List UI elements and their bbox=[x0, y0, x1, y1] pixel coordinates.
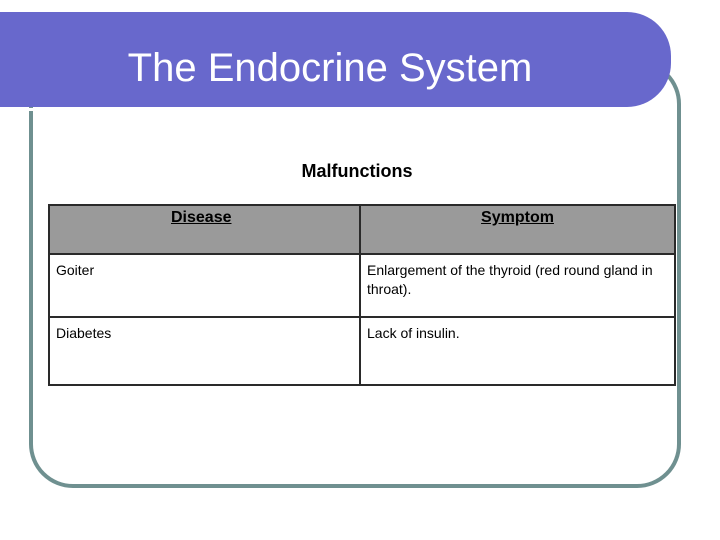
title-banner bbox=[0, 12, 671, 107]
column-header-symptom: Symptom bbox=[360, 205, 675, 254]
table-row bbox=[49, 254, 675, 317]
disease-cell: Goiter bbox=[49, 254, 360, 317]
symptom-cell: Lack of insulin. bbox=[360, 317, 675, 385]
table-caption: Malfunctions bbox=[301, 161, 413, 181]
slide-title: The Endocrine System bbox=[127, 46, 533, 90]
table-row bbox=[49, 317, 675, 385]
symptom-cell: Enlargement of the thyroid (red round gland in throat). bbox=[360, 254, 675, 317]
malfunctions-table bbox=[48, 204, 676, 386]
table-header-row bbox=[49, 205, 675, 254]
column-header-disease: Disease bbox=[49, 205, 360, 254]
disease-cell: Diabetes bbox=[49, 317, 360, 385]
title-underline bbox=[0, 108, 636, 111]
